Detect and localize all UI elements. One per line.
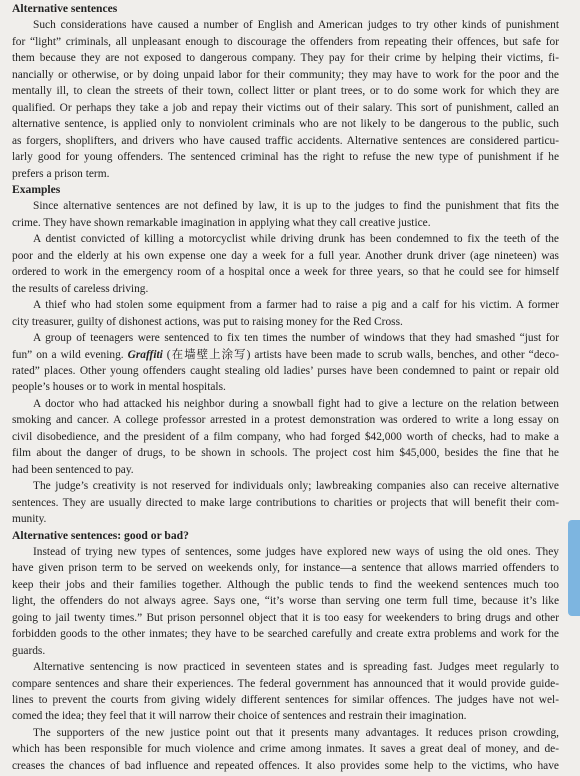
text-line: city treasurer, guilty of dishonest actions, was put to raising money for the Red Cross. — [12, 315, 403, 328]
text-line: have given prison term to be served on weekends only, for instance—a sentence that allows married offenders to — [12, 562, 559, 575]
paragraph — [12, 478, 559, 527]
text-line: forbidden goods to the other inmates; they have to be searched carefully and create extra problems and work for the — [12, 628, 559, 641]
paragraph — [12, 17, 559, 182]
section-examples — [12, 182, 559, 528]
text-line: Alternative sentencing is now practiced in seventeen states and is spreading fast. Judges meet regularly to — [33, 661, 559, 674]
text-line: going to jail twenty times.” But prison personnel object that it is too easy for weekenders to bring drugs and other — [12, 611, 559, 624]
section-alternative-sentences — [12, 1, 559, 182]
text-line: A dentist convicted of killing a motorcyclist while driving drunk has been condemned to fix the teeth of the — [33, 233, 559, 246]
text-line: ordered to work in the emergency room of a hospital once a week for three years, so that he could see for himself — [12, 266, 559, 279]
text-line: sentences. They are usually directed to make large contributions to charities or projects that will benefit their com- — [12, 496, 559, 509]
text-line: guards. — [12, 644, 46, 657]
page-edge-tab — [568, 520, 580, 616]
text-line: A group of teenagers were sentenced to fix ten times the number of windows that they had smashed “just for — [33, 332, 559, 345]
section-heading: Examples — [12, 182, 61, 196]
text-line: light, the offenders do not always agree. Says one, “it’s worse than serving one term full time, because it’s like — [12, 595, 559, 608]
text-line: The judge’s creativity is not reserved for individuals only; lawbreaking companies also can receive alternative — [33, 480, 559, 493]
text-line: keep their jobs and their families together. Although the public tends to find the weekend sentences much too — [12, 578, 559, 591]
section-heading: Alternative sentences: good or bad? — [12, 528, 189, 542]
text-segment: (在墙壁上涂写) artists have been made to scrub walls, benches, and other “deco- — [162, 348, 559, 361]
text-line: crime. They have shown remarkable imagination in applying what they call creative justice. — [12, 216, 431, 229]
text-line: The supporters of the new justice point out that it presents many advantages. It reduces prison crowding, — [33, 726, 559, 739]
text-line: prefers a prison term. — [12, 167, 110, 180]
text-line: Instead of trying new types of sentences, some judges have explored new ways of using the old ones. They — [33, 545, 559, 558]
text-line — [12, 347, 559, 363]
text-line: creases the chances of bad influence and repeated offences. It also provides some help to the victims, who have — [12, 759, 559, 772]
text-line: larly good for young offenders. The sentenced criminal has the right to refuse the new type of punishment if he — [12, 151, 559, 164]
text-segment: fun” on a wild evening. — [12, 348, 128, 361]
text-line: civil disobedience, and the president of a film company, who had forged $42,000 worth of checks, had to make a — [12, 430, 559, 443]
text-line: the results of careless driving. — [12, 282, 149, 295]
text-line: which has been responsible for much violence and crime among inmates. It saves a great deal of money, and de- — [12, 743, 559, 756]
paragraph — [12, 297, 559, 330]
text-line: rated” places. Other young offenders caught stealing old ladies’ purses have been condemned to paint or repair old — [12, 364, 559, 377]
text-line: had been sentenced to pay. — [12, 463, 134, 476]
text-line: them because they are not exposed to dangerous company. They pay for their crime by helping their victims, fi- — [12, 52, 559, 65]
text-line: comed the idea; they feel that it will narrow their choice of sentences and restrain their imagination. — [12, 710, 467, 723]
text-line: mentally ill, to clean the streets of their town, collect litter or plant trees, or to do some work for which they are — [12, 85, 559, 98]
document-page — [12, 1, 559, 774]
text-line: smoking and cancer. A college professor arrested in a protest demonstration was ordered to write a long essay on — [12, 414, 559, 427]
text-line: for “light” criminals, all unpleasant enough to discourage the offenders from repeating their offences, but safe for — [12, 35, 559, 48]
paragraph — [12, 659, 559, 725]
text-line: munity. — [12, 513, 47, 526]
section-heading: Alternative sentences — [12, 2, 118, 15]
text-line: film about the danger of drugs, to be shown in schools. The project cost him $45,000, besides the fine that he — [12, 447, 559, 460]
text-line: compare sentences and share their experiences. The federal government has announced that it would provide guide- — [12, 677, 559, 690]
text-line: alternative sentence, is applied only to nonviolent criminals who are not likely to be dangerous to the public, such — [12, 118, 559, 131]
paragraph — [12, 725, 559, 774]
text-line: Such considerations have caused a number of English and American judges to try other kinds of punishment — [33, 19, 559, 32]
paragraph — [12, 544, 559, 659]
section-good-or-bad — [12, 528, 559, 775]
paragraph — [12, 330, 559, 396]
text-line: Since alternative sentences are not defined by law, it is up to the judges to find the punishment that fits the — [33, 200, 559, 213]
text-line: A doctor who had attacked his neighbor during a snowball fight had to give a lecture on the relation between — [33, 397, 559, 410]
text-line: lines to prevent the courts from giving widely different sentences for similar offences. The judges have not wel- — [12, 694, 559, 707]
text-line: poor and the elderly at his own expense one day a week for a full year. Another drunk driver (age nineteen) was — [12, 249, 559, 262]
paragraph — [12, 198, 559, 231]
text-line: nancially or otherwise, or by doing unpaid labor for their community; they may have to work for the poor and the — [12, 68, 559, 81]
text-line: people’s houses or to work in mental hospitals. — [12, 381, 226, 394]
paragraph — [12, 396, 559, 478]
text-line: qualified. Or perhaps they take a job and repay their victims out of their salary. This sort of punishment, called an — [12, 101, 559, 114]
paragraph — [12, 231, 559, 297]
italic-term: Graffiti — [127, 348, 163, 361]
text-line: as forgers, shoplifters, and drivers who have caused traffic accidents. Alternative sentences are considered particu- — [12, 134, 559, 147]
text-line: A thief who had stolen some equipment from a farmer had to raise a pig and a calf for his victim. A former — [33, 299, 559, 312]
